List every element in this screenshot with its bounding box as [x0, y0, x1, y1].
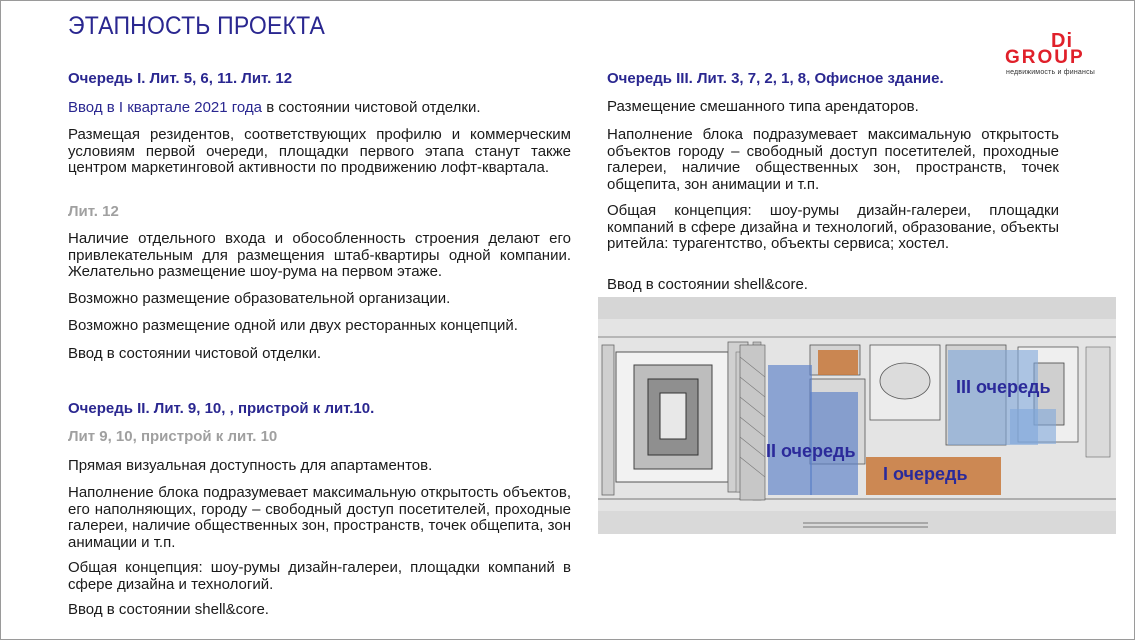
queue1-para1: Размещая резидентов, соответствующих профилю и коммерческим условиям первой очереди, площадки первого этапа станут также центром маркетинговой активности по продвижению лофт-квартала. [68, 126, 571, 176]
queue1-para5: Ввод в состоянии чистовой отделки. [68, 345, 322, 362]
label-queue1: I очередь [883, 464, 968, 484]
site-plan [598, 297, 1116, 534]
queue2-para2: Наполнение блока подразумевает максимальную открытость объектов, его наполняющих, городу – свободный доступ посетителей, проходные галереи, наличие общественных зон, пространств, точек общепита, зон анимации и т.п. [68, 484, 571, 551]
queue2-para1: Прямая визуальная доступность для апартаментов. [68, 457, 433, 474]
queue3-zone-b [1010, 409, 1056, 444]
queue1-heading: Очередь I. Лит. 5, 6, 11. Лит. 12 [68, 70, 293, 87]
logo-di-text: Di [1051, 30, 1073, 52]
queue1-para4: Возможно размещение одной или двух ресторанных концепций. [68, 317, 518, 334]
queue2-heading: Очередь II. Лит. 9, 10, , пристрой к лит.10. [68, 400, 375, 417]
queue3-para4: Ввод в состоянии shell&core. [607, 276, 808, 293]
queue2-subtitle: Лит 9, 10, пристрой к лит. 10 [68, 428, 278, 445]
label-queue3: III очередь [956, 377, 1051, 397]
left-column [68, 70, 571, 630]
queue1-para3: Возможно размещение образовательной организации. [68, 290, 451, 307]
queue3-para2: Наполнение блока подразумевает максимальную открытость объектов городу – свободный доступ посетителей, проходные галереи, наличие общественных зон, пространств, точек общепита, зон анимации и т.п. [607, 126, 1059, 193]
queue3-heading: Очередь III. Лит. 3, 7, 2, 1, 8, Офисное здание. [607, 70, 944, 87]
site-plan-drawing [598, 297, 1116, 534]
queue3-para1: Размещение смешанного типа арендаторов. [607, 98, 919, 115]
label-queue2: II очередь [766, 441, 856, 461]
logo-tagline: недвижимость и финансы [1006, 69, 1095, 76]
queue3-para3: Общая концепция: шоу-румы дизайн-галереи, площадки компаний в сфере дизайна и технологий, образование, объекты ритейла: турагентство, объекты сервиса; хостел. [607, 202, 1059, 252]
queue1-small-zone [818, 350, 858, 375]
right-column [607, 70, 1059, 295]
queue2-para3: Общая концепция: шоу-румы дизайн-галереи, площадки компаний в сфере дизайна и технологий. [68, 559, 571, 593]
logo-group-text: GROUP [1005, 47, 1085, 68]
queue2-zone [768, 365, 812, 495]
queue1-entry [68, 100, 571, 117]
queue1-entry-rest: в состоянии чистовой отделки. [262, 99, 481, 116]
queue2-para4: Ввод в состоянии shell&core. [68, 601, 269, 618]
lit12-para: Наличие отдельного входа и обособленность строения делают его привлекательным для размещения штаб-квартиры одной компании. Желательно размещение шоу-рума на первом этаже. [68, 230, 571, 280]
queue1-entry-highlight: Ввод в I квартале 2021 года [68, 99, 263, 116]
lit12-title: Лит. 12 [68, 203, 119, 220]
page-title: ЭТАПНОСТЬ ПРОЕКТА [68, 12, 326, 40]
